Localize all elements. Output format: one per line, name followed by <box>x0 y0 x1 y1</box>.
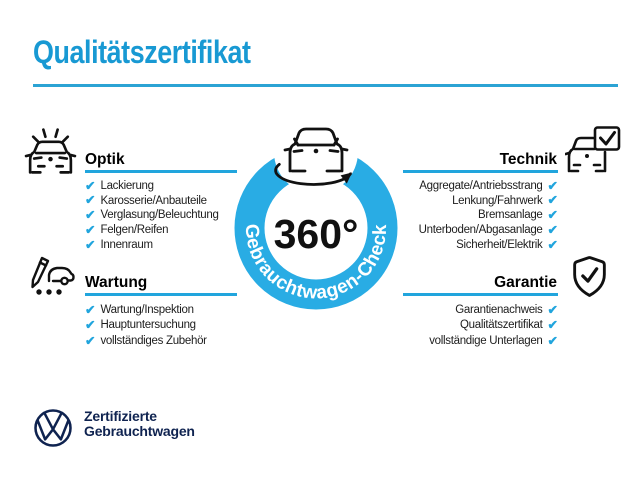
check-icon: ✔ <box>85 333 96 348</box>
check-icon: ✔ <box>547 208 558 223</box>
check-item-label: Sicherheit/Elektrik <box>456 239 543 252</box>
section-heading-garantie: Garantie <box>494 274 557 291</box>
vw-logo <box>32 407 74 449</box>
check-item <box>429 302 558 318</box>
optik-rule <box>85 170 237 173</box>
check-icon: ✔ <box>547 178 558 193</box>
check-item <box>85 193 219 208</box>
check-icon: ✔ <box>547 193 558 208</box>
section-heading-optik: Optik <box>85 151 125 168</box>
check-item-label: Verglasung/Beleuchtung <box>100 209 219 222</box>
check-item-label: Karosserie/Anbauteile <box>100 194 207 207</box>
badge-degrees-text: 360° <box>273 211 359 257</box>
check-item-label: Felgen/Reifen <box>100 224 169 237</box>
check-item-label: Lackierung <box>100 179 154 192</box>
360-check-badge <box>225 100 415 315</box>
section-heading-technik: Technik <box>499 151 557 168</box>
check-item <box>85 333 207 349</box>
car-checkbox-icon <box>565 125 623 175</box>
check-item-label: Garantienachweis <box>455 303 543 316</box>
check-item-label: vollständige Unterlagen <box>429 334 543 347</box>
technik-rule <box>403 170 558 173</box>
check-item <box>429 318 558 334</box>
check-item <box>85 302 207 318</box>
check-item-label: Innenraum <box>100 239 153 252</box>
check-icon: ✔ <box>547 223 558 238</box>
check-item <box>419 193 558 208</box>
check-icon: ✔ <box>85 318 96 333</box>
check-icon: ✔ <box>85 193 96 208</box>
wartung-rule <box>85 293 237 296</box>
shield-check-icon <box>571 255 608 298</box>
check-item <box>85 318 207 334</box>
check-icon: ✔ <box>85 178 96 193</box>
check-item-label: Lenkung/Fahrwerk <box>452 194 543 207</box>
footer-brand-text <box>84 409 195 438</box>
section-heading-wartung: Wartung <box>85 274 148 291</box>
check-item-label: Hauptuntersuchung <box>100 319 196 332</box>
check-item <box>85 208 219 223</box>
check-item <box>85 223 219 238</box>
check-item-label: vollständiges Zubehör <box>100 334 207 347</box>
footer-line1: Zertifizierte <box>84 408 157 424</box>
check-item-label: Bremsanlage <box>478 209 543 222</box>
check-icon: ✔ <box>85 223 96 238</box>
page-title: Qualitätszertifikat <box>33 34 251 70</box>
garantie-items <box>429 302 558 349</box>
garantie-rule <box>403 293 558 296</box>
check-item <box>419 238 558 253</box>
technik-items <box>419 179 558 253</box>
title-rule <box>33 84 618 87</box>
check-icon: ✔ <box>547 237 558 252</box>
wartung-items <box>85 302 207 349</box>
check-icon: ✔ <box>547 302 558 317</box>
check-icon: ✔ <box>547 318 558 333</box>
check-item <box>419 223 558 238</box>
footer-line2: Gebrauchtwagen <box>84 422 195 439</box>
badge-ring-label: Gebrauchtwagen-Check <box>240 223 392 304</box>
check-item-label: Aggregate/Antriebsstrang <box>419 179 543 192</box>
check-item-label: Wartung/Inspektion <box>100 303 194 316</box>
service-checklist-icon <box>26 256 76 298</box>
check-item <box>419 208 558 223</box>
check-icon: ✔ <box>85 208 96 223</box>
check-item <box>429 333 558 349</box>
check-item <box>419 179 558 194</box>
check-icon: ✔ <box>85 237 96 252</box>
check-icon: ✔ <box>547 333 558 348</box>
check-item <box>85 179 219 194</box>
check-item <box>85 238 219 253</box>
shiny-car-front-icon <box>23 124 78 180</box>
optik-items <box>85 179 219 253</box>
check-item-label: Unterboden/Abgasanlage <box>418 224 543 237</box>
check-icon: ✔ <box>85 302 96 317</box>
check-item-label: Qualitätszertifikat <box>460 319 543 332</box>
